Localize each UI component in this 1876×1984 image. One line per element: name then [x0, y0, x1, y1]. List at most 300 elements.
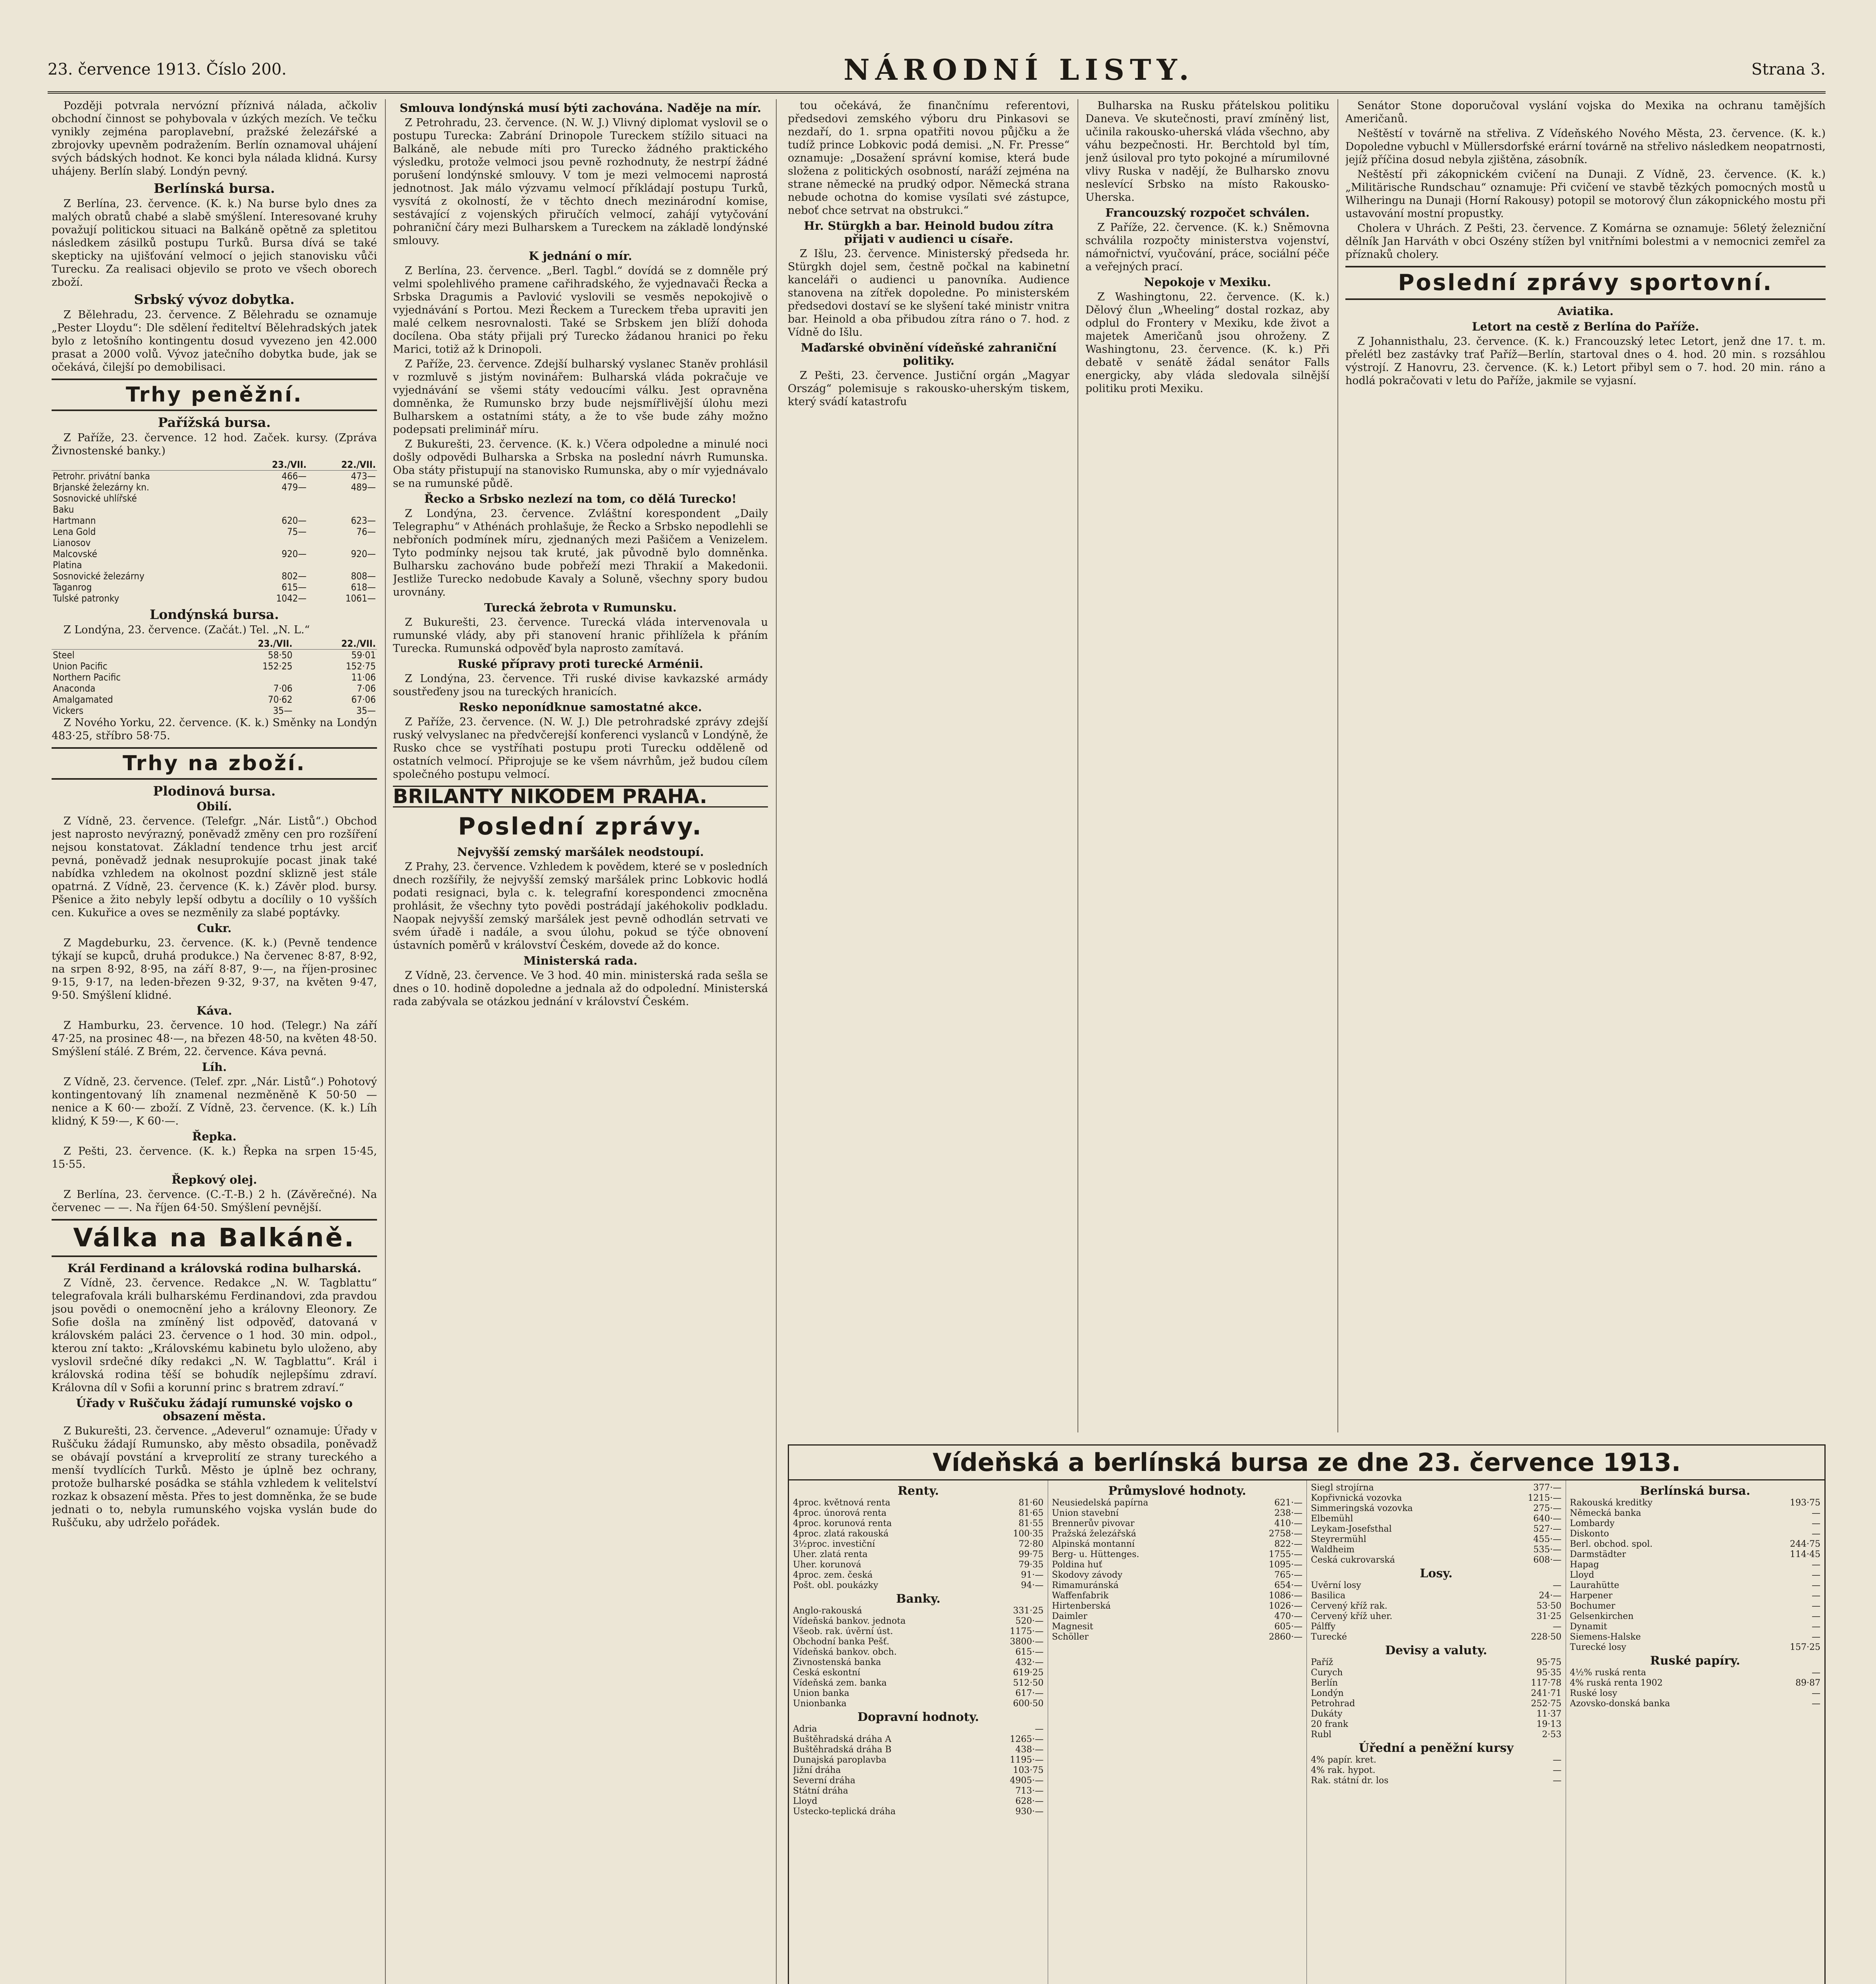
quote-value: — — [1812, 1560, 1820, 1570]
quote-value: 3800·— — [1010, 1637, 1044, 1647]
bursa-section-heading: Losy. — [1420, 1567, 1453, 1580]
bursa-row — [1311, 1580, 1562, 1591]
security-name: 4proc. únorová renta — [793, 1508, 887, 1518]
quote-value: 615·— — [1015, 1647, 1044, 1657]
article-text: Z Londýna, 23. července. Zvláštní korespondent „Daily Telegraphu“ v Athénách prohlašuje, že Řecko a Srbsko nepodlehli se nebřoních podmínek míru, zjednaných mezi Pašičem a Venizelem. Tyto podmínky nejsou tak kruté, jak původně bylo domněnka. Bulharsku zachováno bude pobřeží mezi Thrakií a Makedonii. Jestliže Turecko nedobude Kavaly a Soluně, všechny spory budou urovnány. — [393, 508, 768, 598]
bursa-row — [1052, 1601, 1303, 1611]
quote-value: — — [1035, 1724, 1044, 1734]
bursa-row — [793, 1776, 1044, 1786]
bursa-row — [1052, 1580, 1303, 1591]
subsection-heading: Turecká žebrota v Rumunsku. — [484, 601, 677, 614]
article-text: Z Johannisthalu, 23. července. (K. k.) Francouzský letec Letort, jenž dne 17. t. m. přelétl bez zastávky trať Paříž—Berlín, startoval dnes o 4. hod. 20 min. s rozsáhlou výstrojí. Z Hanovru, 23. července. (K. k.) Letort přibyl sem o 7. hod. 20 min. ráno a hodlá pokračovati v letu do Paříže, jakmile se vyjasní. — [1345, 335, 1826, 387]
bursa-row — [793, 1724, 1044, 1734]
quote-value: — — [1812, 1668, 1820, 1678]
column-1 — [52, 99, 377, 1984]
bursa-row — [1311, 1657, 1562, 1668]
table-row — [52, 650, 377, 661]
quote-value: 244·75 — [1790, 1539, 1820, 1549]
subsection-heading: Maďarské obvinění vídeňské zahraniční politiky. — [800, 341, 1057, 367]
quote-value: 615— — [281, 582, 307, 593]
quote-value: — — [1812, 1580, 1820, 1590]
security-name: Anaconda — [53, 683, 96, 694]
security-name: Lloyd — [793, 1796, 818, 1806]
quote-value: 81·60 — [1018, 1498, 1044, 1508]
quote-value: — — [1812, 1529, 1820, 1539]
quote-value: 822·— — [1274, 1539, 1303, 1549]
security-name: 4proc. zem. česká — [793, 1570, 873, 1580]
article-text: Cholera v Uhrách. Z Pešti, 23. července. Z Komárna se oznamuje: 56letý železniční dělník Jan Harváth v obci Oszény stížen byl vnitřními bolestmi a v nemocnici zemřel za příznaků cholery. — [1345, 222, 1826, 261]
table-row — [52, 571, 377, 582]
quote-value: 11·06 — [351, 672, 376, 683]
subsection-heading: Hr. Stürgkh a bar. Heinold budou zítra přijati v audienci u císaře. — [804, 219, 1054, 246]
stock-exchange-title: Vídeňská a berlínská bursa ze dne 23. července 1913. — [789, 1446, 1824, 1480]
column-rule — [776, 99, 777, 1984]
quote-value: — — [1812, 1508, 1820, 1518]
quote-value: 520·— — [1015, 1616, 1044, 1626]
quote-value — [239, 493, 308, 504]
bursa-section-heading: Devisy a valuty. — [1385, 1644, 1487, 1657]
table-row — [52, 559, 377, 571]
quote-value: 152·75 — [346, 661, 376, 672]
security-name: Siegl strojírna — [1311, 1483, 1374, 1493]
article-text: Z Hamburku, 23. července. 10 hod. (Telegr.) Na září 47·25, na prosinec 48·—, na březen 48·50, na květen 48·50. Smýšlení stálé. Z Brém, 22. července. Káva pevná. — [52, 1019, 377, 1058]
security-name: Živnostenská banka — [793, 1657, 881, 1667]
security-name: Harpener — [1570, 1591, 1613, 1601]
rubric-heading: Trhy na zboží. — [52, 747, 377, 780]
quote-value: — — [1812, 1632, 1820, 1642]
article-text: Z Išlu, 23. července. Ministerský předseda hr. Stürgkh dojel sem, čestně počkal na kabinetní kanceláři o audienci u panovníka. Audience stanovena na zítřek dopoledne. Po ministerském předsedovi dostaví se ke slyšení také ministr vnitra bar. Heinold a oba přibudou zítra ráno o 7. hod. z Vídně do Išlu. — [788, 248, 1070, 338]
security-name: Buštěhradská dráha B — [793, 1745, 892, 1755]
section-heading: Plodinová bursa. — [153, 783, 276, 799]
quote-value: — — [1553, 1755, 1562, 1765]
security-name: Rubl — [1311, 1730, 1331, 1740]
paris-rows — [52, 471, 377, 604]
security-name: Pošt. obl. poukázky — [793, 1580, 878, 1590]
page-number: Strana 3. — [1751, 60, 1826, 79]
bursa-section-heading: Úřední a peněžní kursy — [1358, 1741, 1514, 1755]
quote-value: 512·50 — [1013, 1678, 1044, 1688]
security-name: Waldheim — [1311, 1545, 1355, 1555]
security-name: Vídeňská bankov. obch. — [793, 1647, 897, 1657]
bursa-row — [793, 1570, 1044, 1580]
article-text: Z Vídně, 23. července. (Telefgr. „Nár. Listů“.) Obchod jest naprosto nevýrazný, poněvadž změny cen pro rozšíření nejsou konstatovat. Základní tendence trhu jest arciť pevná, poněvadž jednak nesuprokujíe pocast jinak také nabídka vzhledem na okolnost pozdní sklizně jest stále opatrná. Z Vídně, 23. července (K. k.) Závěr plod. bursy. Pšenice a žito nebyly lepší odbytu a docílily o 10 vyšších cen. Kukuřice a oves se nezměnily za slabé poptávky. — [52, 815, 377, 919]
security-name: Brennerův pivovar — [1052, 1519, 1135, 1528]
bursa-row — [1570, 1550, 1821, 1560]
bursa-row — [1311, 1632, 1562, 1642]
london-quotes-table — [52, 638, 377, 716]
quote-value: 117·78 — [1531, 1678, 1562, 1688]
security-name: Steyrermühl — [1311, 1534, 1366, 1544]
column-rule — [1337, 99, 1338, 1432]
security-name: Petrohr. privátní banka — [53, 471, 150, 482]
subsection-heading: Řecko a Srbsko nezlezí na tom, co dělá Turecko! — [424, 492, 737, 506]
quote-value: 103·75 — [1013, 1765, 1044, 1775]
security-name: Alpinská montanní — [1052, 1539, 1135, 1549]
quote-value: 19·13 — [1536, 1719, 1562, 1729]
article-text: Z Londýna, 23. července. Tři ruské divise kavkazské armády soustřeďeny jsou na tureckých hranicích. — [393, 673, 768, 698]
article-text: Z Berlína, 23. července. (K. k.) Na burse bylo dnes za malých obratů chabé a slabě smýšlení. Interesované kruhy považují politickou situaci na Balkáně opětně za spletitou následkem zásilků postupu Turků. Bursa dívá se také skepticky na ujišťování velmocí o jejich stanovisku vůči Turecku. Za realisaci objevilo se proto ve všech oborech zboží. — [52, 198, 377, 288]
quote-value: 605·— — [1274, 1622, 1303, 1632]
security-name: Červený kříž uher. — [1311, 1611, 1393, 1621]
table-row — [52, 471, 377, 482]
table-row — [52, 515, 377, 526]
quote-value: 252·75 — [1531, 1699, 1562, 1709]
security-name: Adria — [793, 1724, 817, 1734]
security-name: Státní dráha — [793, 1786, 849, 1796]
quote-value: 81·55 — [1018, 1519, 1044, 1528]
quote-value: — — [1812, 1519, 1820, 1528]
security-name: Lena Gold — [53, 526, 96, 537]
quote-value: 59·01 — [351, 650, 376, 661]
quote-value: 466— — [281, 471, 307, 482]
quote-value: 7·06 — [356, 683, 376, 694]
security-name: Elbemühl — [1311, 1514, 1353, 1524]
issue-date: 23. července 1913. Číslo 200. — [48, 60, 287, 79]
subsection-heading: K jednání o mír. — [529, 249, 632, 263]
bursa-row — [793, 1550, 1044, 1560]
bursa-row — [1570, 1622, 1821, 1632]
article-text: Z Vídně, 23. července. (Telef. zpr. „Nár. Listů“.) Pohotový kontingentovaný líh znamenal nezměněně K 50·50 — nenice a K 60·— zboží. Z Vídně, 23. července. (K. k.) Líh klidný, K 59·—, K 60·—. — [52, 1076, 377, 1127]
article-text: tou očekává, že finančnímu referentovi, předsedovi zemského výboru dru Pinkasovi se nezdaří, do 1. srpna opatřiti novou půjčku a že tudíž prince Lobkovic podá demisi. „N. Fr. Presse“ oznamuje: „Dosažení správní komise, která bude složena z politických osobností, naráží zejména na strane německé na prudký odpor. Německá strana nebude ochotna do komise vysílati své zástupce, neboť chce setrvat na obstrukci.“ — [788, 100, 1070, 217]
quote-value: 808— — [351, 571, 376, 582]
bursa-row — [1311, 1776, 1562, 1786]
article-text: Z Nového Yorku, 22. července. (K. k.) Směnky na Londýn 483·25, stříbro 58·75. — [52, 717, 377, 742]
bursa-row — [1311, 1699, 1562, 1709]
bursa-row — [1570, 1611, 1821, 1622]
section-heading: Berlínská bursa. — [154, 181, 275, 196]
security-name: 4% ruská renta 1902 — [1570, 1678, 1663, 1688]
security-name: 4% rak. hypot. — [1311, 1765, 1376, 1775]
security-name: 4½% ruská renta — [1570, 1668, 1646, 1678]
security-name: Německá banka — [1570, 1508, 1641, 1518]
quote-value: 95·75 — [1536, 1657, 1562, 1667]
quote-value: 75— — [287, 526, 307, 537]
bursa-column — [1566, 1480, 1825, 1984]
security-name: Vídeňská zem. banka — [793, 1678, 887, 1688]
security-name: Sosnovické železárny — [53, 571, 144, 582]
table-caption: Z Paříže, 23. července. 12 hod. Začek. kursy. (Zpráva Živnostenské banky.) — [52, 432, 377, 457]
security-name: Poldina huť — [1052, 1560, 1103, 1570]
quote-value: 473— — [351, 471, 376, 482]
quote-value: 58·50 — [268, 650, 292, 661]
security-name: Lombardy — [1570, 1519, 1615, 1528]
bursa-row — [1052, 1498, 1303, 1508]
security-name: Červený kříž rak. — [1311, 1601, 1387, 1611]
table-row — [52, 661, 377, 672]
bursa-row — [1311, 1709, 1562, 1719]
quote-value: 53·50 — [1536, 1601, 1562, 1611]
bursa-row — [1052, 1508, 1303, 1519]
bursa-row — [1570, 1580, 1821, 1591]
security-name: Buštěhradská dráha A — [793, 1734, 891, 1744]
bursa-row — [1311, 1524, 1562, 1534]
quote-value: 410·— — [1274, 1519, 1303, 1528]
bursa-row — [793, 1745, 1044, 1755]
security-name: Union stavební — [1052, 1508, 1119, 1518]
quote-value: 1755·— — [1269, 1550, 1303, 1559]
rubric-heading: Poslední zprávy. — [458, 813, 703, 840]
table-row — [52, 694, 377, 705]
security-name: Bochumer — [1570, 1601, 1615, 1611]
bursa-row — [1570, 1519, 1821, 1529]
bursa-row — [1052, 1550, 1303, 1560]
quote-value: 2758·— — [1269, 1529, 1303, 1539]
article-text: Z Paříže, 23. července. Zdejší bulharský vyslanec Staněv prohlásil v rozmluvě s jistým novinářem: Bulharská vláda pokračuje ve vyjednávání se všemi státy vedoucími válku. Jest opravněna domněnka, že Rumunsko brzy bude nejsmířlivější úlohu mezi Bulharskem a ostatními státy, a že to vše bude záhy možno podepsati preliminář míru. — [393, 358, 768, 436]
bursa-row — [1052, 1570, 1303, 1580]
table-header-row — [52, 638, 377, 650]
bursa-row — [793, 1765, 1044, 1776]
subsection-heading: Ruské přípravy proti turecké Arménii. — [458, 657, 703, 671]
security-name: Baku — [53, 504, 74, 515]
security-name: Malcovské — [53, 548, 97, 559]
security-name: Diskonto — [1570, 1529, 1609, 1539]
security-name: Gelsenkirchen — [1570, 1611, 1634, 1621]
bursa-row — [1570, 1570, 1821, 1580]
bursa-row — [1311, 1622, 1562, 1632]
security-name: Obchodní banka Pešť. — [793, 1637, 889, 1647]
subsection-heading: Smlouva londýnská musí býti zachována. Naděje na mír. — [399, 101, 762, 115]
bursa-row — [1570, 1508, 1821, 1519]
bursa-row — [1311, 1719, 1562, 1730]
bursa-row — [1570, 1699, 1821, 1709]
table-row — [52, 705, 377, 716]
article-text: Z Bukurešti, 23. července. (K. k.) Včera odpoledne a minulé noci došly odpovědi Bulharska a Srbska na poslední návrh Rumunska. Oba státy přistupují na stanovisko Rumunska, aby o mír vyjednávalo se na rumunské půdě. — [393, 438, 768, 490]
security-name: Laurahütte — [1570, 1580, 1620, 1590]
quote-value: 1026·— — [1269, 1601, 1303, 1611]
quote-value — [239, 559, 308, 571]
bursa-row — [1570, 1529, 1821, 1539]
quote-value: 470·— — [1274, 1611, 1303, 1621]
bursa-row — [793, 1580, 1044, 1591]
security-name: Kopřivnická vozovka — [1311, 1493, 1402, 1503]
quote-value: 7·06 — [273, 683, 292, 694]
quote-value: 1095·— — [1269, 1560, 1303, 1570]
security-name: Berlín — [1311, 1678, 1338, 1688]
article-text: Z Pešti, 23. července. Justiční orgán „Magyar Ország“ polemisuje s rakousko-uherským tiskem, který svádí katastrofu — [788, 369, 1070, 408]
bursa-row — [1052, 1591, 1303, 1601]
article-text: Z Bukurešti, 23. července. „Adeverul“ oznamuje: Úřady v Ruščuku žádají Rumunsko, aby město obsadila, poněvadž se obávají povstání a krveprolití ze strany tureckého a menší tvydlících Turků. Město je úplně bez ochrany, protože bulharské posádka se stáhla vzhledem k velitelství rozkaz k obsazení města. Přes to jest domněnka, že se bude jednati o to, nebyla rumunského vojska vyslán bude do Ruščuku, aby udrželo pořádek. — [52, 1425, 377, 1529]
bursa-section-heading: Banky. — [896, 1592, 941, 1606]
security-name: Uher. zlatá renta — [793, 1550, 868, 1559]
quote-value: 618— — [351, 582, 376, 593]
security-name: Rakouská kreditky — [1570, 1498, 1653, 1508]
article-text: Bulharska na Rusku přátelskou politiku Daneva. Ve skutečnosti, praví zmíněný list, učinila rakousko-uherská vláda všechno, aby váhu bezpečnosti. Hr. Berchtold byl tím, jenž úsiloval pro tyto pokojné a mírumilovné vlivy Ruska v nadějí, že Bulharsko znovu neslevící Srbsko na místo Rakousko-Uherska. — [1085, 100, 1330, 204]
quote-value: 35— — [356, 705, 376, 716]
quote-value: 1195·— — [1010, 1755, 1044, 1765]
quote-value: 479— — [281, 482, 307, 493]
table-row — [52, 683, 377, 694]
quote-value: 24·— — [1539, 1591, 1562, 1601]
table-row — [52, 493, 377, 504]
quote-value: 1042— — [276, 593, 307, 604]
quote-value: 535·— — [1533, 1545, 1562, 1555]
security-name: Union banka — [793, 1688, 849, 1698]
quote-value: 99·75 — [1018, 1550, 1044, 1559]
quote-value: 76— — [356, 526, 376, 537]
quote-value — [308, 537, 377, 548]
bursa-row — [1570, 1601, 1821, 1611]
bursa-row — [793, 1606, 1044, 1616]
subsection-heading: Francouzský rozpočet schválen. — [1105, 206, 1310, 219]
bursa-row — [1052, 1519, 1303, 1529]
table-row — [52, 582, 377, 593]
bursa-row — [1570, 1668, 1821, 1678]
bursa-row — [793, 1647, 1044, 1657]
quote-value: 95·35 — [1536, 1668, 1562, 1678]
subsection-heading: Ministerská rada. — [523, 954, 638, 967]
quote-value: — — [1553, 1765, 1562, 1775]
article-text: Z Berlína, 23. července. „Berl. Tagbl.“ dovídá se z domněle prý velmi spolehlivého pramene cařihradského, že vyjednavači Řecka a Srbska Dragumis a Pavlović vyslovili se vesměs nepokojivě o vyjednávání s Portou. Mezi Řeckem a Tureckem třeba upraviti jen malé celkem nesrovnalosti. Také se Srbskem jen blíží dohoda docílena. Oba státy přijali prý Turecko žádanou hranici po řeku Marici, totiž až k Drinopoli. — [393, 265, 768, 356]
quote-value: 72·80 — [1018, 1539, 1044, 1549]
article-text: Z Vídně, 23. července. Ve 3 hod. 40 min. ministerská rada sešla se dnes o 10. hodině dopoledne a jednala až do odpolední. Ministerská rada zabývala se otázkou jednání v království Českém. — [393, 969, 768, 1008]
bursa-row — [793, 1678, 1044, 1688]
quote-value: 527·— — [1533, 1524, 1562, 1534]
bursa-row — [1052, 1622, 1303, 1632]
security-name: Amalgamated — [53, 694, 113, 705]
masthead-title: NÁRODNÍ LISTY. — [843, 52, 1195, 87]
bursa-row — [1570, 1678, 1821, 1688]
security-name: Hartmann — [53, 515, 96, 526]
quote-value: 1086·— — [1269, 1591, 1303, 1601]
bursa-row — [1311, 1493, 1562, 1503]
article-text: Z Bělehradu, 23. července. Z Bělehradu se oznamuje „Pester Lloydu“: Dle sdělení řediteltví Bělehradských jatek bylo z letošního kontingentu dosud vyvezeno jen 42.000 prasat a 2000 volů. Vývoz jatečního dobytka bude, jak se očekává, čilejší po demobilisaci. — [52, 309, 377, 373]
subsection-heading: Obilí. — [196, 800, 232, 813]
security-name: Vickers — [53, 705, 84, 716]
security-name: 4proc. korunová renta — [793, 1519, 892, 1528]
page-header — [48, 48, 1826, 94]
bursa-row — [793, 1560, 1044, 1570]
quote-value — [210, 672, 294, 683]
quote-value: 157·25 — [1790, 1642, 1820, 1652]
article-text: Z Vídně, 23. července. Redakce „N. W. Tagblattu“ telegrafovala králi bulharskému Ferdinandovi, zda pravdou jsou povědi o onemocnění jeho a královny Eleonory. Ze Sofie došla na zmíněný list odpověď, datovaná v královském paláci 23. července o 1 hod. 30 min. odpol., kterou zní takto: „Královskému kabinetu bylo uloženo, aby vyslovil srdečné díky redakci „N. W. Tagblattu“. Král i královská rodina těší se bohudík nejlepšímu zdraví. Královna díl v Sofii a korunní princ s bratrem zdraví.“ — [52, 1277, 377, 1394]
security-name: Vídeňská bankov. jednota — [793, 1616, 906, 1626]
security-name: Hirtenberská — [1052, 1601, 1111, 1611]
subsection-heading: Řepkový olej. — [171, 1173, 257, 1186]
article-text: Z Washingtonu, 22. července. (K. k.) Dělový člun „Wheeling“ dostal rozkaz, aby odplul do Frontery v Mexiku, kde život a majetek Američanů jsou ohroženy. Z Washingtonu, 23. července. (K. k.) Při debatě v senátě žádal senátor Falls energicky, aby vláda sledovala silnější politiku proti Mexiku. — [1085, 291, 1330, 395]
article-text: Z Petrohradu, 23. července. (N. W. J.) Vlivný diplomat vyslovil se o postupu Turecka: Zabrání Drinopole Tureckem stížilo situaci na Balkáně, ale nebude míti pro Turecko žádného praktického výsledku, protože velmoci jsou pevně rozhodnuty, že nestrpí žádné porušení londýnské smlouvy. V tom je mezi velmocemi naprostá jednotnost. Jak málo výzvamu velmocí příkládají postupu Turků, vysvítá z okolností, že v těchto dnech mezinárodní komise, sestávající z vojenských přiručích velmocí, zahájí vytyčování pohraniční čáry mezi Bulharskem a Tureckem na základě londýnské smlouvy. — [393, 117, 768, 247]
security-name: Dynamit — [1570, 1622, 1607, 1632]
quote-value: — — [1812, 1688, 1820, 1698]
bursa-row — [793, 1498, 1044, 1508]
bursa-row — [793, 1755, 1044, 1765]
security-name: Unionbanka — [793, 1699, 847, 1709]
table-row — [52, 672, 377, 683]
bursa-column — [1048, 1480, 1307, 1984]
security-name: Petrohrad — [1311, 1699, 1355, 1709]
bursa-row — [1311, 1678, 1562, 1688]
bursa-row — [1311, 1765, 1562, 1776]
bursa-row — [1311, 1503, 1562, 1514]
quote-value: 608·— — [1533, 1555, 1562, 1565]
subsection-heading: Nepokoje v Mexiku. — [1144, 275, 1271, 289]
quote-value — [239, 504, 308, 515]
table-header: 23./VII. — [210, 638, 294, 650]
security-name: Pražská železářská — [1052, 1529, 1136, 1539]
quote-value: 331·25 — [1013, 1606, 1044, 1616]
subsection-heading: Úřady v Ruščuku žádají rumunské vojsko o obsazení města. — [76, 1396, 353, 1423]
bursa-section-heading: Berlínská bursa. — [1640, 1484, 1751, 1498]
quote-value — [239, 537, 308, 548]
quote-value: 2860·— — [1269, 1632, 1303, 1642]
bursa-row — [793, 1529, 1044, 1539]
security-name: Curych — [1311, 1668, 1343, 1678]
column-rule — [385, 99, 386, 1984]
bursa-row — [1311, 1514, 1562, 1524]
bursa-row — [1570, 1642, 1821, 1653]
bursa-row — [1052, 1632, 1303, 1642]
bursa-row — [793, 1519, 1044, 1529]
bursa-row — [1570, 1560, 1821, 1570]
bursa-row — [1311, 1755, 1562, 1765]
quote-value: 802— — [281, 571, 307, 582]
quote-value: 654·— — [1274, 1580, 1303, 1590]
article-text: Z Pešti, 23. července. (K. k.) Řepka na srpen 15·45, 15·55. — [52, 1145, 377, 1171]
quote-value: 238·— — [1274, 1508, 1303, 1518]
security-name: Azovsko-donská banka — [1570, 1699, 1670, 1709]
bursa-row — [793, 1616, 1044, 1626]
security-name: Steel — [53, 650, 75, 661]
quote-value: — — [1553, 1580, 1562, 1590]
bursa-row — [793, 1734, 1044, 1745]
quote-value: 621·— — [1274, 1498, 1303, 1508]
quote-value: 31·25 — [1536, 1611, 1562, 1621]
security-name: 4proc. květnová renta — [793, 1498, 891, 1508]
bursa-row — [793, 1786, 1044, 1796]
security-name: Pálffy — [1311, 1622, 1336, 1632]
security-name: Dunajská paroplavba — [793, 1755, 887, 1765]
security-name: 3½proc. investiční — [793, 1539, 875, 1549]
security-name: Všeob. rak. úvěrní úst. — [793, 1626, 893, 1636]
table-header-row — [52, 459, 377, 471]
bursa-column — [789, 1480, 1048, 1984]
quote-value — [308, 559, 377, 571]
quote-value: — — [1812, 1622, 1820, 1632]
section-heading: Londýnská bursa. — [150, 607, 279, 622]
bursa-row — [1570, 1539, 1821, 1550]
security-name: Basilica — [1311, 1591, 1346, 1601]
bursa-row — [1052, 1560, 1303, 1570]
quote-value: 432·— — [1015, 1657, 1044, 1667]
security-name: Paříž — [1311, 1657, 1333, 1667]
quote-value: 152·25 — [262, 661, 292, 672]
security-name: Daimler — [1052, 1611, 1087, 1621]
table-header: 22./VII. — [294, 638, 377, 650]
quote-value: 79·35 — [1018, 1560, 1044, 1570]
bursa-row — [1570, 1591, 1821, 1601]
security-name: Neusiedelská papírna — [1052, 1498, 1149, 1508]
bursa-row — [1311, 1483, 1562, 1493]
security-name: Turecké losy — [1570, 1642, 1626, 1652]
security-name: Schöller — [1052, 1632, 1089, 1642]
bursa-row — [1052, 1529, 1303, 1539]
bursa-column — [1307, 1480, 1566, 1984]
security-name: Platina — [53, 559, 82, 571]
quote-value: 91·— — [1021, 1570, 1044, 1580]
column-2 — [393, 99, 768, 1984]
security-name: Jižní dráha — [793, 1765, 841, 1775]
bursa-row — [793, 1688, 1044, 1699]
column-rule — [1077, 99, 1078, 1432]
security-name: Ruské losy — [1570, 1688, 1617, 1698]
quote-value: 275·— — [1533, 1503, 1562, 1513]
table-header: 23./VII. — [239, 459, 308, 471]
bursa-row — [1570, 1632, 1821, 1642]
quote-value: 100·35 — [1013, 1529, 1044, 1539]
security-name: Česká cukrovarská — [1311, 1555, 1395, 1565]
security-name: 4% papír. kret. — [1311, 1755, 1376, 1765]
quote-value: 620— — [281, 515, 307, 526]
section-heading: Srbský vývoz dobytka. — [134, 292, 295, 307]
